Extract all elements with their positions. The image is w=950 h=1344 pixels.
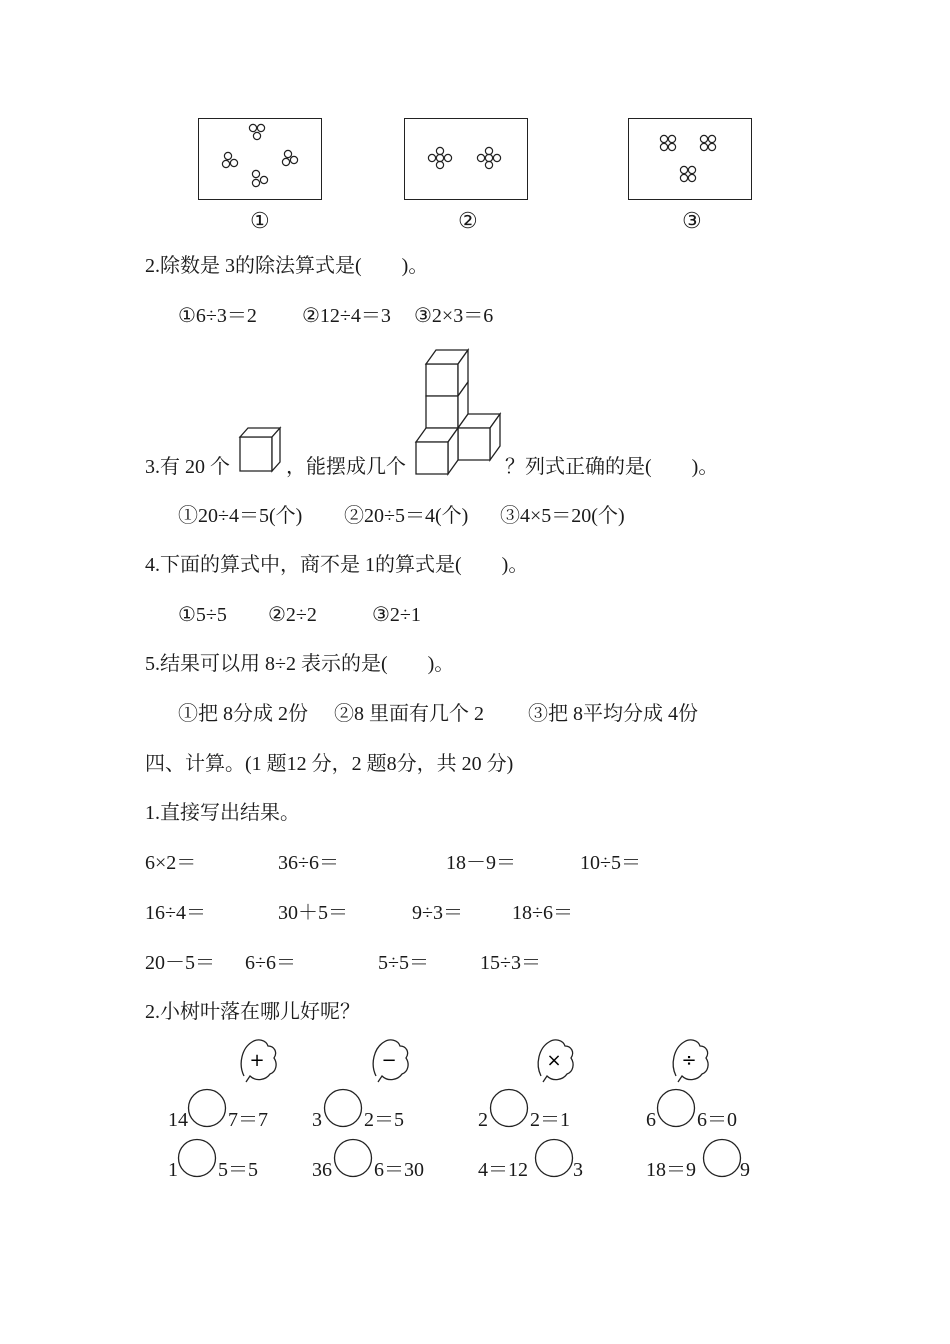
q3-option-1: ①20÷4＝5(个) (178, 505, 303, 527)
leaf-divide-icon (668, 1036, 712, 1084)
section4-sub1: 1.直接写出结果。 (145, 802, 300, 824)
calc-r3-c3: 5÷5＝ (378, 952, 429, 974)
leaf-eq-1-2-right: 2＝5 (364, 1109, 404, 1131)
leaf-eq-2-1-left: 1 (168, 1159, 178, 1181)
blank-circle[interactable] (489, 1088, 529, 1128)
q2-option-3: ③2×3＝6 (414, 305, 494, 327)
leaf-label: + (249, 1050, 265, 1071)
q3-stem-b: ，能摆成几个 (286, 456, 406, 478)
leaf-label: ÷ (681, 1050, 697, 1071)
figure-2-rings (404, 118, 528, 200)
leaf-eq-1-2-left: 3 (312, 1109, 322, 1131)
leaf-eq-1-4-right: 6＝0 (697, 1109, 737, 1131)
leaf-minus-icon (368, 1036, 412, 1084)
calc-r2-c1: 16÷4＝ (145, 902, 206, 924)
single-cube-icon (236, 425, 286, 475)
blank-circle[interactable] (702, 1138, 742, 1178)
blank-circle[interactable] (187, 1088, 227, 1128)
calc-r1-c4: 10÷5＝ (580, 852, 641, 874)
stacked-cubes-icon (412, 346, 504, 480)
blank-circle[interactable] (656, 1088, 696, 1128)
leaf-plus-icon (236, 1036, 280, 1084)
q5-option-1: ①把 8分成 2份 (178, 703, 308, 725)
q3-option-2: ②20÷5＝4(个) (344, 505, 469, 527)
q2-stem: 2.除数是 3的除法算式是( )。 (145, 255, 429, 277)
q4-option-3: ③2÷1 (372, 604, 421, 626)
blank-circle[interactable] (323, 1088, 363, 1128)
figure-caption-2: ② (458, 208, 478, 233)
leaf-eq-2-4-left: 18＝9 (646, 1159, 696, 1181)
leaf-times-icon (533, 1036, 577, 1084)
calc-r3-c4: 15÷3＝ (480, 952, 541, 974)
calc-r1-c1: 6×2＝ (145, 852, 197, 874)
q3-option-3: ③4×5＝20(个) (500, 505, 625, 527)
calc-r2-c3: 9÷3＝ (412, 902, 463, 924)
leaf-eq-2-3-right: 3 (573, 1159, 583, 1181)
leaf-eq-2-4-right: 9 (740, 1159, 750, 1181)
calc-r3-c1: 20－5＝ (145, 952, 215, 974)
q4-option-2: ②2÷2 (268, 604, 317, 626)
leaf-eq-1-4-left: 6 (646, 1109, 656, 1131)
figure-caption-3: ③ (682, 208, 702, 233)
figure-1-rings (198, 118, 322, 200)
blank-circle[interactable] (333, 1138, 373, 1178)
calc-r3-c2: 6÷6＝ (245, 952, 296, 974)
figure-3-rings (628, 118, 752, 200)
q5-stem: 5.结果可以用 8÷2 表示的是( )。 (145, 653, 455, 675)
leaf-eq-1-1-right: 7＝7 (228, 1109, 268, 1131)
q4-stem: 4.下面的算式中，商不是 1的算式是( )。 (145, 554, 529, 576)
blank-circle[interactable] (534, 1138, 574, 1178)
leaf-eq-1-3-left: 2 (478, 1109, 488, 1131)
leaf-eq-1-3-right: 2＝1 (530, 1109, 570, 1131)
q2-option-1: ①6÷3＝2 (178, 305, 257, 327)
q2-option-2: ②12÷4＝3 (302, 305, 391, 327)
calc-r1-c3: 18－9＝ (446, 852, 516, 874)
section4-title: 四、计算。(1 题12 分，2 题8分，共 20 分) (145, 753, 514, 775)
q3-stem-a: 3.有 20 个 (145, 456, 230, 478)
leaf-eq-2-3-left: 4＝12 (478, 1159, 528, 1181)
calc-r2-c4: 18÷6＝ (512, 902, 573, 924)
q3-stem-c: ？列式正确的是( )。 (505, 456, 719, 478)
figure-caption-1: ① (250, 208, 270, 233)
leaf-eq-2-2-right: 6＝30 (374, 1159, 424, 1181)
leaf-eq-2-2-left: 36 (312, 1159, 332, 1181)
q4-option-1: ①5÷5 (178, 604, 227, 626)
calc-r2-c2: 30＋5＝ (278, 902, 348, 924)
q5-option-3: ③把 8平均分成 4份 (528, 703, 698, 725)
calc-r1-c2: 36÷6＝ (278, 852, 339, 874)
section4-sub2: 2.小树叶落在哪儿好呢？ (145, 1001, 360, 1023)
leaf-label: × (546, 1050, 562, 1071)
q5-option-2: ②8 里面有几个 2 (334, 703, 484, 725)
leaf-eq-1-1-left: 14 (168, 1109, 188, 1131)
blank-circle[interactable] (177, 1138, 217, 1178)
leaf-label: − (381, 1050, 397, 1071)
leaf-eq-2-1-right: 5＝5 (218, 1159, 258, 1181)
